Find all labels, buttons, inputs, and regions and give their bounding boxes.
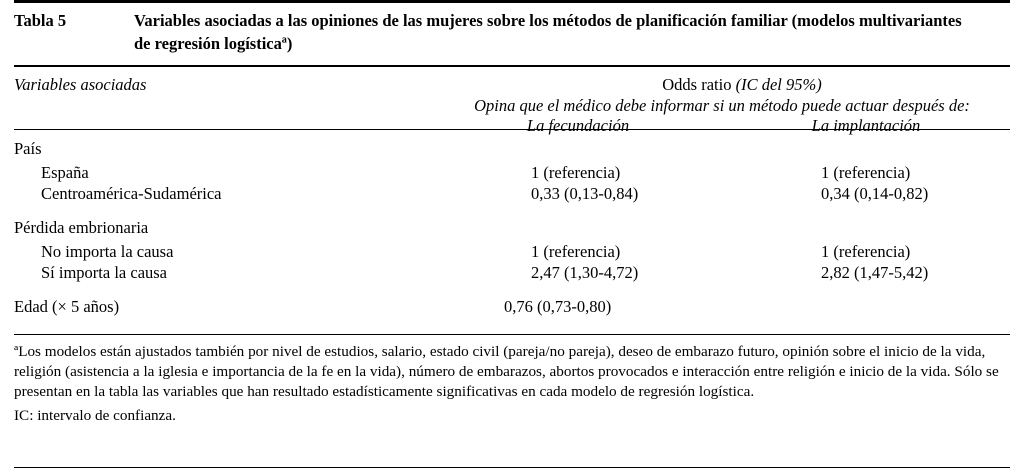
bottom-border xyxy=(14,467,1010,468)
column-header-odds-ratio xyxy=(474,75,1010,95)
row-cell-implantacion: 1 (referencia) xyxy=(821,241,911,261)
row-label: Edad (× 5 años) xyxy=(14,296,120,316)
table-row xyxy=(14,296,1010,320)
odds-ratio-text: Odds ratio xyxy=(662,74,736,94)
row-label: España xyxy=(41,162,89,182)
table-header xyxy=(14,67,1010,135)
row-cell-fecundacion: 2,47 (1,30-4,72) xyxy=(531,262,639,282)
row-spacer xyxy=(14,320,1010,328)
row-cell-fecundacion: 1 (referencia) xyxy=(531,241,621,261)
row-group-label: Pérdida embrionaria xyxy=(14,217,149,237)
column-header-variables: Variables asociadas xyxy=(14,74,147,94)
table-number-label: Tabla 5 xyxy=(14,11,67,30)
footnote-abbreviation: IC: intervalo de confianza. xyxy=(14,407,176,425)
table-row xyxy=(14,162,1010,186)
table-footnotes xyxy=(14,335,1010,427)
table-row xyxy=(14,183,1010,207)
footnote-main: ªLos modelos están ajustados también por nivel de estudios, salario, estado civil (pareja/no pareja), deseo de embarazo futuro, opinión sobre el inicio de la vida, religión (asistencia a la iglesia e importancia de la fe en la vida), número de embarazos, abortos provocados e interacción entre religión e inicio de la vida. Sólo se presentan en la tabla las variables que han resultado estadísticamente significativas en cada modelo de regresión logística. xyxy=(14,342,999,400)
row-cell-implantacion: 0,34 (0,14-0,82) xyxy=(821,183,929,203)
table-row xyxy=(14,262,1010,286)
row-group-label: País xyxy=(14,138,42,158)
row-label: Centroamérica-Sudamérica xyxy=(41,183,222,203)
table-row xyxy=(14,138,1010,165)
bottom-border-wrap xyxy=(14,467,1010,468)
row-cell-fecundacion: 1 (referencia) xyxy=(531,162,621,182)
column-header-fecundacion: La fecundación xyxy=(526,115,630,135)
odds-ratio-ci-text: (IC del 95%) xyxy=(735,74,822,94)
row-cell-fecundacion: 0,33 (0,13-0,84) xyxy=(531,183,639,203)
table-row xyxy=(14,217,1010,244)
row-spacer xyxy=(14,207,1010,220)
table-row xyxy=(14,241,1010,265)
column-header-implantacion: La implantación xyxy=(811,115,921,135)
row-cell-fecundacion: 0,76 (0,73-0,80) xyxy=(504,296,612,316)
column-header-span-label: Opina que el médico debe informar si un método puede actuar después de: xyxy=(474,95,970,115)
row-cell-implantacion: 2,82 (1,47-5,42) xyxy=(821,262,929,282)
row-label: No importa la causa xyxy=(41,241,174,261)
table-caption-text: Variables asociadas a las opiniones de las mujeres sobre los métodos de planificación familiar (modelos multivariantes de regresión logísticaª) xyxy=(134,11,962,53)
table-body xyxy=(14,130,1010,334)
row-label: Sí importa la causa xyxy=(41,262,168,282)
column-subheaders xyxy=(434,116,1010,136)
table-caption xyxy=(14,3,1010,65)
row-cell-implantacion: 1 (referencia) xyxy=(821,162,911,182)
